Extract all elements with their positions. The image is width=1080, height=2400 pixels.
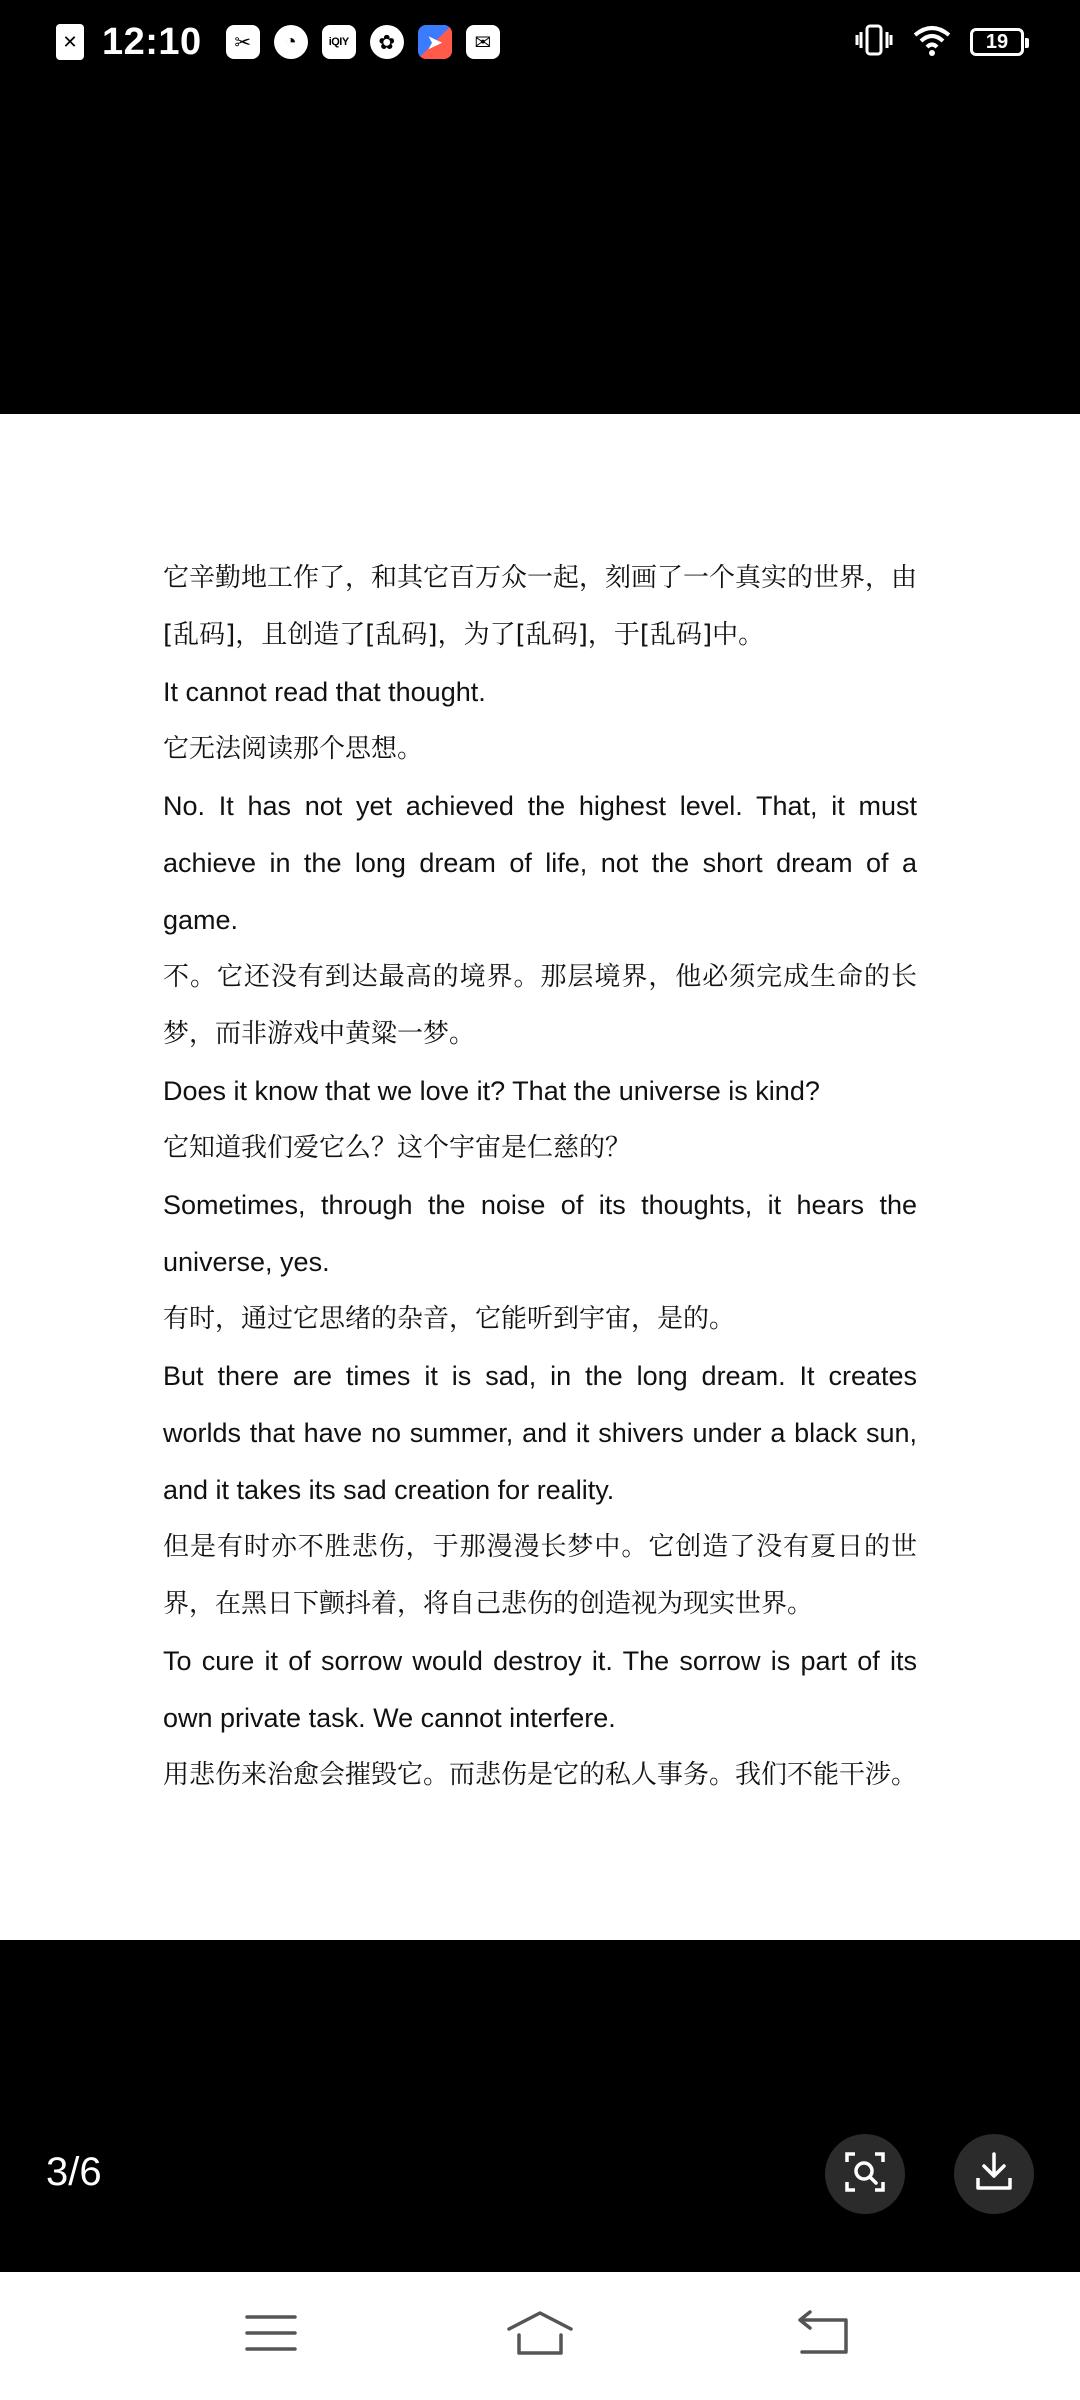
paragraph: Sometimes, through the noise of its thoughts, it hears the universe, yes.: [163, 1190, 917, 1277]
paragraph: 它辛勤地工作了，和其它百万众一起，刻画了一个真实的世界，由[乱码]，且创造了[乱码]，为了[乱码]，于[乱码]中。: [163, 563, 918, 650]
paragraph: 有时，通过它思绪的杂音，它能听到宇宙，是的。: [163, 1304, 736, 1334]
battery-icon: [970, 28, 1024, 56]
status-bar-left: [56, 18, 500, 66]
download-icon: [972, 2150, 1016, 2199]
back-button[interactable]: [782, 2300, 862, 2370]
back-icon: [792, 2310, 852, 2361]
page-indicator: 3/6: [46, 2150, 102, 2194]
home-button[interactable]: [500, 2300, 580, 2370]
paragraph: Does it know that we love it? That the universe is kind?: [163, 1076, 820, 1106]
scissors-app-icon: ✂: [226, 25, 260, 59]
paragraph: But there are times it is sad, in the long dream. It creates worlds that have no summer, and it shivers under a black sun, and it takes its sad creation for reality.: [163, 1361, 917, 1505]
document-text: [163, 550, 917, 1804]
paragraph: 它知道我们爱它么？这个宇宙是仁慈的？: [163, 1133, 632, 1163]
battery-level: 19: [985, 30, 1009, 53]
search-image-icon: [843, 2150, 887, 2199]
wifi-icon: [912, 23, 952, 62]
speedometer-app-icon: ◔: [274, 25, 308, 59]
compass-app-icon: ➤: [418, 25, 452, 59]
search-image-button[interactable]: [825, 2134, 905, 2214]
vibrate-icon: [854, 22, 894, 63]
status-bar-right: [854, 18, 1024, 66]
sim-off-icon: ✕: [56, 24, 84, 60]
status-bar: [0, 0, 1080, 84]
paragraph: It cannot read that thought.: [163, 677, 486, 707]
download-button[interactable]: [954, 2134, 1034, 2214]
home-icon: [505, 2309, 575, 2362]
menu-button[interactable]: [231, 2300, 311, 2370]
iqiyi-app-icon: iQIY: [322, 25, 356, 59]
paragraph: To cure it of sorrow would destroy it. The sorrow is part of its own private task. We cannot interfere.: [163, 1646, 917, 1733]
game-app-icon: ✿: [370, 25, 404, 59]
mail-app-icon: ✉: [466, 25, 500, 59]
paragraph: 不。它还没有到达最高的境界。那层境界，他必须完成生命的长梦，而非游戏中黄粱一梦。: [163, 962, 917, 1049]
paragraph: 但是有时亦不胜悲伤，于那漫漫长梦中。它创造了没有夏日的世界，在黑日下颤抖着，将自己悲伤的创造视为现实世界。: [163, 1532, 917, 1619]
navigation-bar: [0, 2272, 1080, 2400]
status-time: 12:10: [102, 20, 202, 63]
paragraph: 用悲伤来治愈会摧毁它。而悲伤是它的私人事务。我们不能干涉。: [163, 1760, 918, 1790]
menu-icon: [244, 2312, 298, 2359]
paragraph: 它无法阅读那个思想。: [163, 734, 424, 764]
document-page[interactable]: [0, 414, 1080, 1940]
paragraph: No. It has not yet achieved the highest level. That, it must achieve in the long dream of life, not the short dream of a game.: [163, 791, 917, 935]
